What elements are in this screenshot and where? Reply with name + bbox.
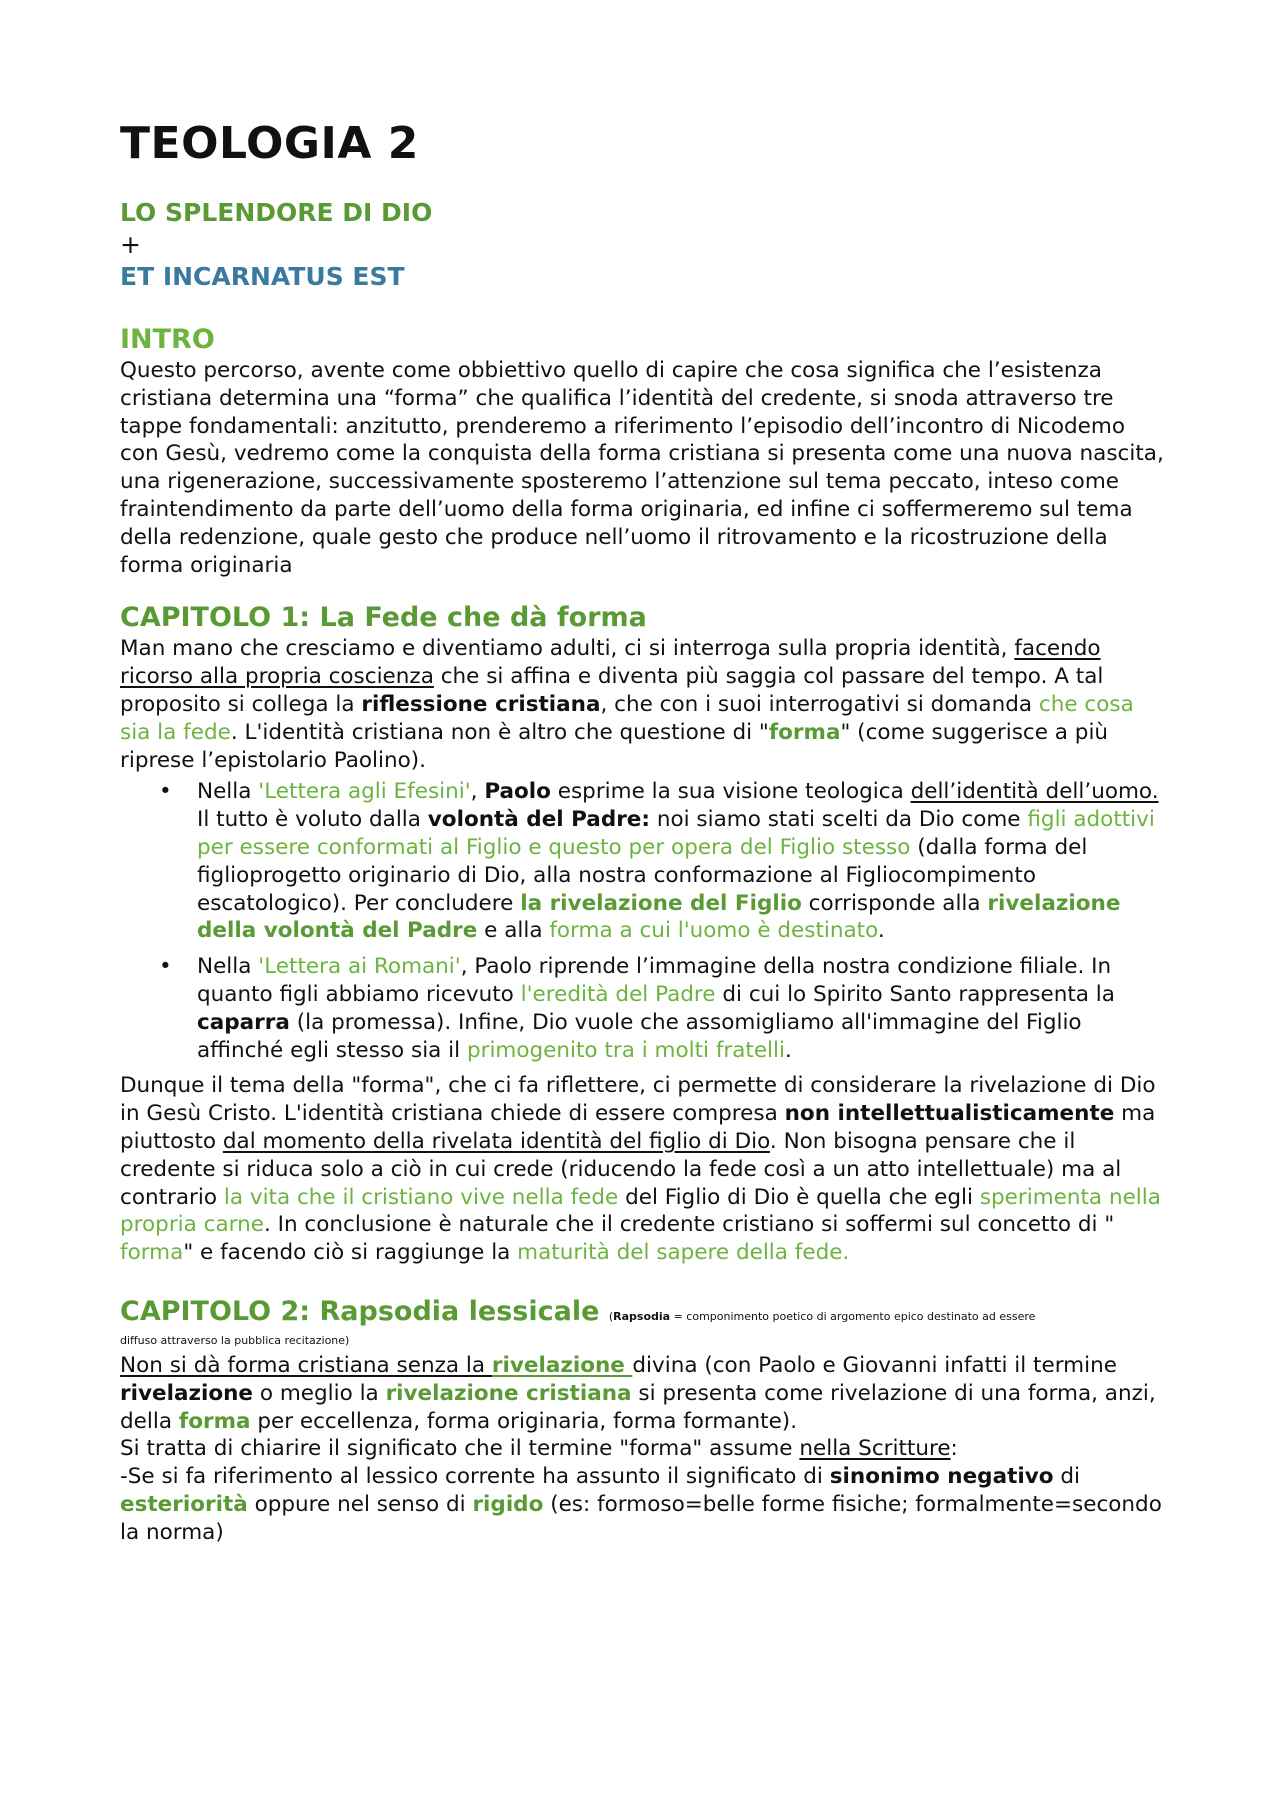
text-run: (es: formoso=belle forme fisiche; formalmente=secondo la norma) (120, 1491, 1162, 1545)
bullet-icon: • (159, 954, 172, 980)
text-run: . Non bisogna pensare che il credente si riduca solo a ciò in cui crede (riducendo la fede così a un atto intellettuale) ma al contrario (120, 1128, 1122, 1210)
bold-text: riflessione cristiana (361, 691, 601, 717)
chapter1-paragraph-1 (120, 635, 1170, 774)
text-run: noi siamo stati scelti da Dio come (650, 807, 1028, 833)
green-text: 'Lettera agli Efesini' (258, 779, 471, 805)
note-open: ( (608, 1309, 614, 1323)
text-run: di (1053, 1464, 1080, 1490)
intro-paragraph: Questo percorso, avente come obbiettivo quello di capire che cosa significa che l’esistenza cristiana determina una “forma” che qualifica l’identità del credente, si snoda attraverso tre tappe fondamentali: anzitutto, prenderemo a riferimento l’episodio dell’incontro di Nicodemo con Gesù, vedremo come la conquista della forma cristiana si presenta come una nuova nascita, una rigenerazione, successivamente sposteremo l’attenzione sul tema peccato, inteso come fraintendimento da parte dell’uomo della forma originaria, ed infine ci soffermeremo sul tema della redenzione, quale gesto che produce nell’uomo il ritrovamento e la ricostruzione della forma originaria (120, 358, 1164, 578)
text-run: si presenta come rivelazione di una forma, anzi, della (120, 1380, 1156, 1434)
chapter2-heading-text: CAPITOLO 2: Rapsodia lessicale (120, 1295, 600, 1327)
note-text: = componimento poetico di argomento epico destinato ad essere (670, 1309, 1036, 1323)
bold-text: volontà del Padre: (427, 807, 650, 833)
plus-sign: + (120, 230, 141, 259)
text-run: corrisponde alla (801, 890, 988, 916)
rapsodia-note (609, 1310, 1036, 1323)
chapter1-bullet-list (120, 778, 1170, 1064)
green-bold-text: esteriorità (120, 1491, 248, 1517)
intro-heading: INTRO (120, 324, 215, 355)
chapter2-paragraph-2 (120, 1435, 1170, 1463)
document-title: TEOLOGIA 2 (120, 118, 419, 169)
subtitle-splendore: LO SPLENDORE DI DIO (120, 198, 433, 227)
green-text: 'Lettera ai Romani' (258, 954, 461, 980)
text-run: , Paolo riprende l’immagine della nostra condizione filiale. In quanto figli abbiamo ricevuto (197, 954, 1112, 1007)
text-run: -Se si fa riferimento al lessico corrente ha assunto il significato di (120, 1464, 830, 1490)
note-term: Rapsodia (613, 1309, 671, 1323)
underlined-text: dell’identità dell’uomo. (910, 779, 1159, 805)
text-run: . L'identità cristiana non è altro che questione di " (230, 719, 769, 745)
text-run: Nella (197, 779, 259, 805)
bold-text: non intellettualisticamente (784, 1101, 1115, 1127)
underlined-text: dal momento della rivelata identità del figlio di Dio (222, 1128, 770, 1154)
text-run: : (950, 1436, 958, 1462)
text-run: Si tratta di chiarire il significato che il termine "forma" assume (120, 1436, 800, 1462)
underlined-text: facendo ricorso alla propria coscienza (120, 636, 1101, 690)
green-text: figli adottivi per essere conformati al Figlio e questo per opera del Figlio stesso (197, 807, 1155, 860)
text-run: Nella (197, 954, 259, 980)
green-text: forma (120, 1240, 184, 1266)
underlined-text: Non si dà forma cristiana senza la (120, 1352, 492, 1378)
green-bold-text: la rivelazione del Figlio (520, 890, 802, 916)
bold-text: caparra (197, 1009, 290, 1035)
text-run: ma piuttosto (120, 1101, 1156, 1154)
text-run: . (877, 918, 885, 944)
green-text: che cosa sia la fede (120, 691, 1134, 745)
text-run: Dunque il tema della "forma", che ci fa riflettere, ci permette di considerare la rivelazione di Dio in Gesù Cristo. L'identità cristiana chiede di essere compresa (120, 1073, 1156, 1127)
green-bold-text: forma (768, 719, 841, 745)
text-run: " (come suggerisce a più riprese l’epistolario Paolino). (120, 719, 1109, 773)
bold-text: Paolo (484, 779, 551, 805)
green-bold-text: forma (178, 1408, 251, 1434)
text-run: Man mano che cresciamo e diventiamo adulti, ci si interroga sulla propria identità, (120, 636, 1015, 662)
bold-text: rivelazione (120, 1380, 253, 1406)
rapsodia-note-continuation: diffuso attraverso la pubblica recitazione) (120, 1333, 350, 1347)
green-text: sperimenta nella propria carne (120, 1184, 1161, 1238)
green-text: l'eredità del Padre (520, 981, 716, 1007)
chapter1-paragraph-2 (120, 1072, 1170, 1267)
text-run: , che con i suoi interrogativi si domanda (600, 691, 1039, 717)
text-run: (la promessa). Infine, Dio vuole che assomigliamo all'immagine del Figlio affinché egli stesso sia il (197, 1009, 1082, 1063)
green-text: maturità del sapere della fede. (517, 1240, 850, 1266)
text-run: . (784, 1037, 792, 1063)
text-run: di cui lo Spirito Santo rappresenta la (715, 981, 1115, 1007)
green-bold-text: rigido (472, 1491, 544, 1517)
green-bold-text: rivelazione cristiana (385, 1380, 632, 1406)
text-run: (dalla forma del figlioprogetto originario di Dio, alla nostra conformazione al Figliocompimento escatologico). Per concludere (197, 834, 1088, 916)
text-run: per eccellenza, forma originaria, forma formante). (250, 1408, 798, 1434)
green-text: la vita che il cristiano vive nella fede (223, 1184, 619, 1210)
text-run: Il tutto è voluto dalla (197, 807, 428, 833)
green-bold-text: rivelazione della volontà del Padre (197, 890, 1121, 944)
text-run: esprime la sua visione teologica (550, 779, 911, 805)
text-run: oppure nel senso di (247, 1491, 473, 1517)
chapter2-paragraph-1 (120, 1352, 1170, 1435)
chapter2-paragraph-3 (120, 1463, 1170, 1546)
text-run: o meglio la (253, 1380, 386, 1406)
text-run: del Figlio di Dio è quella che egli (618, 1184, 980, 1210)
bold-text: sinonimo negativo (829, 1464, 1054, 1490)
green-text: primogenito tra i molti fratelli (466, 1037, 785, 1063)
bullet-icon: • (159, 779, 172, 805)
green-text: forma a cui l'uomo è destinato (549, 918, 878, 944)
subtitle-incarnatus: ET INCARNATUS EST (120, 262, 405, 291)
text-run: e alla (477, 918, 550, 944)
chapter2-heading (120, 1295, 1170, 1334)
text-run: che si affina e diventa più saggia col passare del tempo. A tal proposito si collega la (120, 664, 1104, 717)
underlined-text: nella Scritture (799, 1436, 951, 1462)
bullet-efesini (159, 778, 1170, 945)
text-run: " e facendo ciò si raggiunge la (183, 1240, 518, 1266)
green-bold-underlined-text: rivelazione (491, 1352, 633, 1378)
text-run: divina (con Paolo e Giovanni infatti il termine (632, 1352, 1117, 1378)
text-run: . In conclusione è naturale che il credente cristiano si soffermi sul concetto di " (263, 1212, 1115, 1238)
chapter1-heading: CAPITOLO 1: La Fede che dà forma (120, 602, 647, 634)
bullet-romani (159, 953, 1170, 1064)
text-run: , (470, 779, 485, 805)
